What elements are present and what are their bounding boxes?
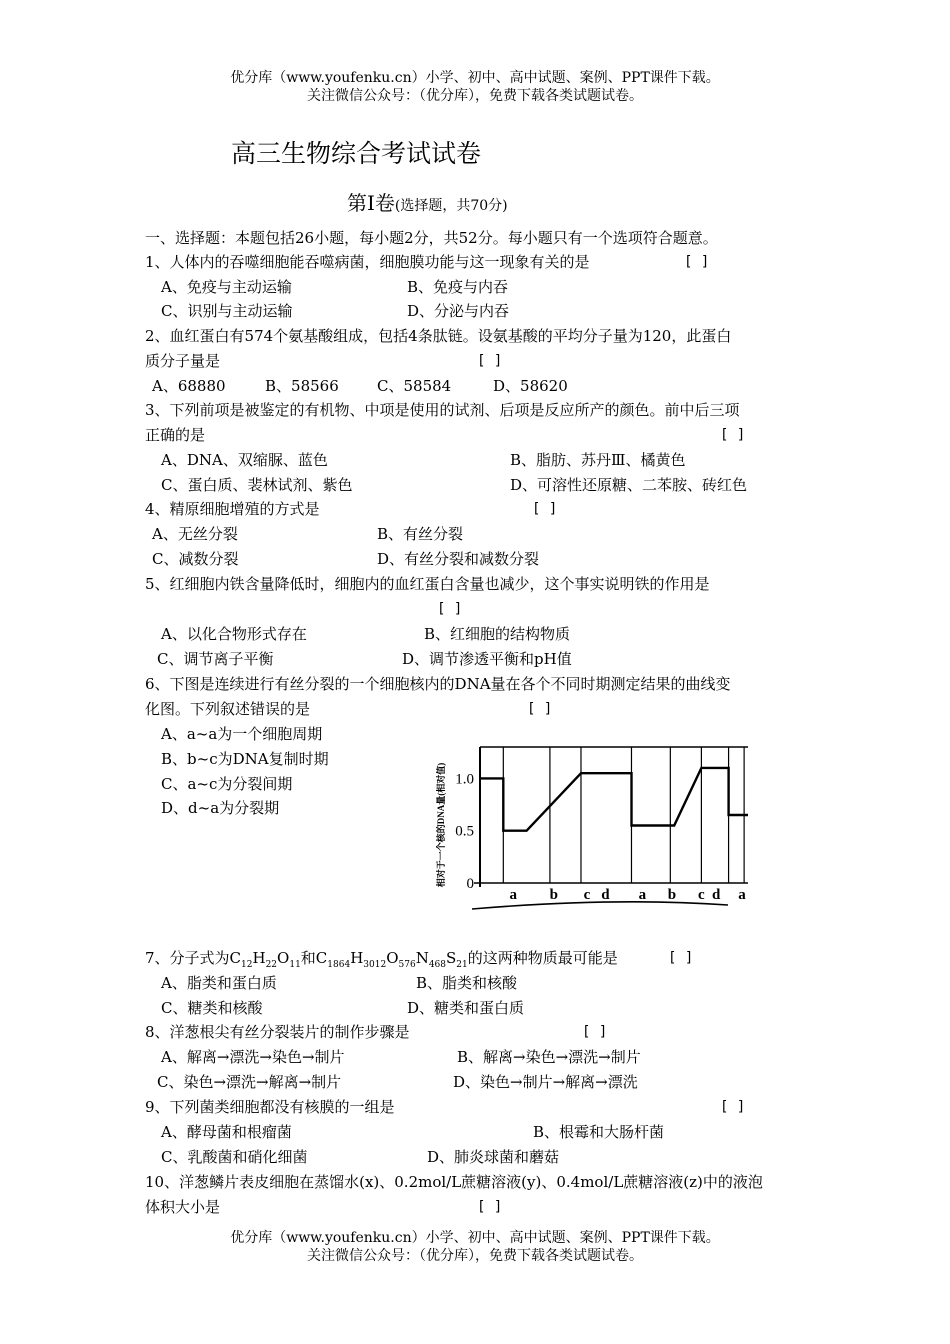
instructions: 一、选择题：本题包括26小题，每小题2分，共52分。每小题只有一个选项符合题意。 [145, 229, 718, 247]
q2-option-c: C、58584 [377, 377, 452, 395]
q7-stem-text: S [446, 949, 457, 967]
chart-phase-label: b [667, 887, 677, 903]
q4-option-b: B、有丝分裂 [377, 525, 464, 543]
q7-subscript: 22 [265, 960, 278, 970]
q2-option-a: A、68880 [152, 377, 226, 395]
q7-stem-text: 7、分子式为C [145, 949, 242, 967]
q2-answer-bracket: [ ] [477, 353, 503, 369]
q7-stem-text: O [386, 949, 399, 967]
q5-option-a: A、以化合物形式存在 [161, 625, 307, 643]
q6-option-a: A、a~a为一个细胞周期 [161, 725, 323, 743]
q7-stem-text: O [277, 949, 290, 967]
site-footer-line1: 优分库（www.youfenku.cn）小学、初中、高中试题、案例、PPT课件下载。 [230, 1230, 720, 1246]
site-header-line1: 优分库（www.youfenku.cn）小学、初中、高中试题、案例、PPT课件下载。 [230, 70, 720, 86]
q6-option-c: C、a~c为分裂间期 [161, 775, 293, 793]
q8-option-b: B、解离→染色→漂洗→制片 [457, 1048, 641, 1066]
q1-stem: 1、人体内的吞噬细胞能吞噬病菌，细胞膜功能与这一现象有关的是 [145, 253, 590, 271]
site-footer-line2: 关注微信公众号：（优分库），免费下载各类试题试卷。 [307, 1248, 643, 1264]
chart-y-tick-label: 0.5 [455, 823, 474, 840]
q3-option-b: B、脂肪、苏丹Ⅲ、橘黄色 [510, 451, 686, 469]
q8-option-a: A、解离→漂洗→染色→制片 [161, 1048, 345, 1066]
q1-option-a: A、免疫与主动运输 [161, 278, 292, 296]
q4-answer-bracket: [ ] [532, 501, 558, 517]
q3-option-c: C、蛋白质、裴林试剂、紫色 [161, 476, 353, 494]
section-heading [347, 187, 508, 216]
q7-subscript: 21 [456, 960, 468, 970]
q6-option-d: D、d~a为分裂期 [161, 799, 280, 817]
q7-stem-text: N [415, 949, 429, 967]
chart-y-tick-label: 0 [466, 876, 474, 892]
q8-answer-bracket: [ ] [582, 1024, 608, 1040]
page-title: 高三生物综合考试试卷 [231, 139, 482, 168]
q1-option-d: D、分泌与内吞 [407, 302, 510, 320]
dna-content-chart [430, 735, 760, 915]
q10-stem-line2: 体积大小是 [145, 1198, 221, 1216]
site-header-line2: 关注微信公众号：（优分库），免费下载各类试题试卷。 [307, 88, 643, 104]
q10-stem-line1: 10、洋葱鳞片表皮细胞在蒸馏水(x)、0.2mol/L蔗糖溶液(y)、0.4mol/L蔗糖溶液(z)中的液泡 [145, 1173, 763, 1191]
q7-subscript: 1864 [327, 960, 351, 970]
q5-answer-bracket: [ ] [437, 601, 463, 617]
chart-phase-label: a [738, 887, 746, 903]
q1-option-c: C、识别与主动运输 [161, 302, 293, 320]
q4-stem: 4、精原细胞增殖的方式是 [145, 500, 320, 518]
q7-stem-text: 和C [300, 949, 328, 967]
q2-stem-line1: 2、血红蛋白有574个氨基酸组成，包括4条肽链。设氨基酸的平均分子量为120，此蛋白 [145, 327, 732, 345]
q3-answer-bracket: [ ] [720, 427, 746, 443]
q7-subscript: 468 [428, 960, 446, 970]
q1-option-b: B、免疫与内吞 [407, 278, 509, 296]
section-main: 第Ⅰ卷 [347, 191, 395, 215]
q9-answer-bracket: [ ] [720, 1099, 746, 1115]
q7-stem-text: H [350, 949, 364, 967]
q5-option-d: D、调节渗透平衡和pH值 [402, 650, 572, 668]
q10-answer-bracket: [ ] [477, 1199, 503, 1215]
q6-answer-bracket: [ ] [527, 701, 553, 717]
q6-option-b: B、b~c为DNA复制时期 [161, 750, 329, 768]
q3-option-a: A、DNA、双缩脲、蓝色 [161, 451, 328, 469]
q1-answer-bracket: [ ] [684, 254, 710, 270]
q3-option-d: D、可溶性还原糖、二苯胺、砖红色 [510, 476, 748, 494]
chart-series-dna-line [480, 768, 748, 831]
q7-option-c: C、糖类和核酸 [161, 999, 263, 1017]
q7-subscript: 576 [398, 960, 416, 970]
q2-stem-line2: 质分子量是 [145, 352, 221, 370]
q4-option-d: D、有丝分裂和减数分裂 [377, 550, 540, 568]
q3-stem-line2: 正确的是 [145, 426, 206, 444]
chart-phase-label: c [698, 887, 705, 903]
q9-option-b: B、根霉和大肠杆菌 [533, 1123, 665, 1141]
q9-option-c: C、乳酸菌和硝化细菌 [161, 1148, 308, 1166]
q2-option-d: D、58620 [493, 377, 568, 395]
chart-phase-label: c [583, 887, 591, 903]
chart-phase-label: d [711, 887, 721, 903]
q5-option-c: C、调节离子平衡 [157, 650, 274, 668]
q7-option-a: A、脂类和蛋白质 [161, 974, 277, 992]
q9-option-a: A、酵母菌和根瘤菌 [161, 1123, 292, 1141]
q7-subscript: 11 [289, 960, 301, 970]
chart-phase-label: a [638, 887, 647, 903]
q6-stem-line1: 6、下图是连续进行有丝分裂的一个细胞核内的DNA量在各个不同时期测定结果的曲线变 [145, 675, 731, 693]
q7-stem-text: 的这两种物质最可能是 [467, 949, 618, 967]
q7-answer-bracket: [ ] [668, 950, 694, 966]
q7-subscript: 12 [241, 960, 253, 970]
q7-option-d: D、糖类和蛋白质 [407, 999, 525, 1017]
q6-stem-line2: 化图。下列叙述错误的是 [145, 700, 311, 718]
q4-option-c: C、减数分裂 [152, 550, 239, 568]
chart-y-tick-label: 1.0 [455, 771, 474, 788]
chart-frame [472, 747, 748, 909]
q4-option-a: A、无丝分裂 [152, 525, 238, 543]
chart-phase-label: b [549, 887, 558, 903]
q8-stem: 8、洋葱根尖有丝分裂装片的制作步骤是 [145, 1023, 410, 1041]
q5-stem: 5、红细胞内铁含量降低时，细胞内的血红蛋白含量也减少，这个事实说明铁的作用是 [145, 575, 710, 593]
q3-stem-line1: 3、下列前项是被鉴定的有机物、中项是使用的试剂、后项是反应所产的颜色。前中后三项 [145, 401, 740, 419]
q2-option-b: B、58566 [265, 377, 339, 395]
q8-option-c: C、染色→漂洗→解离→制片 [157, 1073, 342, 1091]
chart-phase-label: d [601, 887, 610, 903]
chart-y-axis-label: 相对于一个核的DNA量(相对值) [436, 762, 446, 888]
q9-option-d: D、肺炎球菌和蘑菇 [427, 1148, 560, 1166]
section-note: (选择题，共70分) [394, 198, 508, 214]
q7-stem-text: H [252, 949, 266, 967]
chart-phase-label: a [509, 887, 517, 903]
q5-option-b: B、红细胞的结构物质 [424, 625, 571, 643]
q8-option-d: D、染色→制片→解离→漂洗 [453, 1073, 638, 1091]
q7-option-b: B、脂类和核酸 [416, 974, 518, 992]
q7-subscript: 3012 [363, 960, 387, 970]
q9-stem: 9、下列菌类细胞都没有核膜的一组是 [145, 1098, 395, 1116]
